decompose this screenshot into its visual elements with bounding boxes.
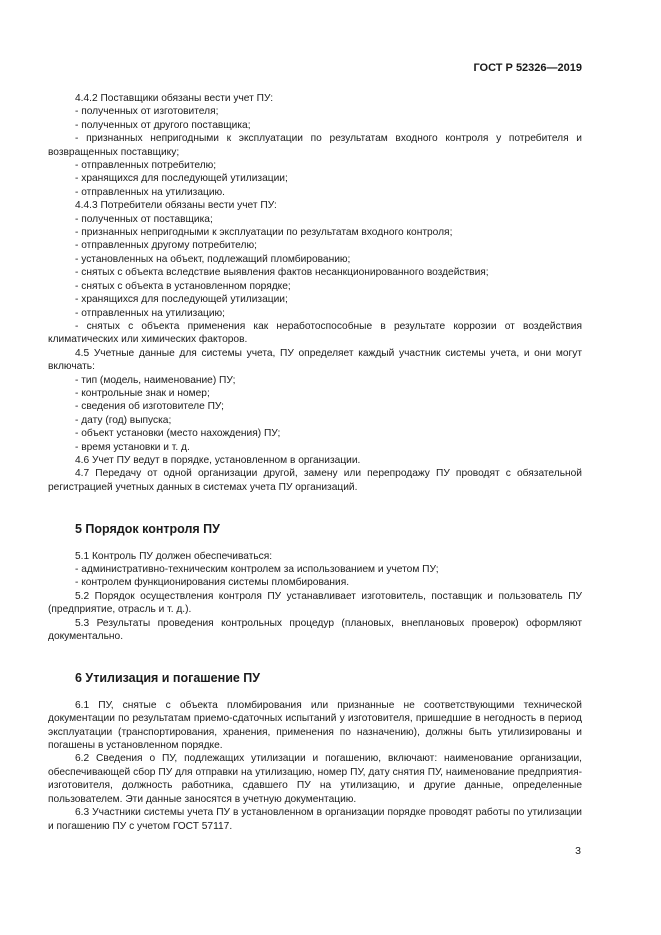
page-number: 3 bbox=[575, 845, 581, 857]
paragraph: 4.5 Учетные данные для системы учета, ПУ определяет каждый участник системы учета, и они могут включать: bbox=[48, 347, 582, 373]
section-4-body bbox=[48, 92, 582, 494]
list-item: - отправленных на утилизацию; bbox=[75, 307, 226, 319]
paragraph: 4.4.3 Потребители обязаны вести учет ПУ: bbox=[75, 200, 277, 212]
section-5-body bbox=[48, 550, 582, 644]
list-item: - отправленных потребителю; bbox=[75, 160, 217, 172]
paragraph: 6.1 ПУ, снятые с объекта пломбирования или признанные не соответствующими технической документации по результатам приемо-сдаточных испытаний у изготовителя, пришедшие в негодность в период эксплуатации (транспортирования, хранения, применения по назначению), должны быть утилизированы и погашены в установленном порядке. bbox=[48, 699, 582, 752]
section-5-heading: 5 Порядок контроля ПУ bbox=[75, 522, 220, 537]
list-item: - объект установки (место нахождения) ПУ; bbox=[75, 428, 281, 440]
list-item: - административно-техническим контролем за использованием и учетом ПУ; bbox=[75, 564, 439, 575]
list-item: - контролем функционирования системы пломбирования. bbox=[75, 577, 350, 589]
list-item: - снятых с объекта вследствие выявления фактов несанкционированного воздействия; bbox=[75, 267, 489, 279]
paragraph: 6.2 Сведения о ПУ, подлежащих утилизации и погашению, включают: наименование организации, обеспечивающей сбор ПУ для отправки на утилизацию, номер ПУ, дату снятия ПУ, наименование предприятия-изготовителя, должность работника, сдавшего ПУ на утилизацию, и другие данные, определенные пользователем. Эти данные заносятся в учетную документацию. bbox=[48, 753, 582, 805]
section-6-heading: 6 Утилизация и погашение ПУ bbox=[75, 671, 261, 686]
paragraph: 6.3 Участники системы учета ПУ в установленном в организации порядке проводят работы по утилизации и погашению ПУ с учетом ГОСТ 57117. bbox=[48, 807, 582, 832]
list-item: - сведения об изготовителе ПУ; bbox=[75, 401, 224, 413]
paragraph: 5.1 Контроль ПУ должен обеспечиваться: bbox=[75, 550, 273, 562]
paragraph: - снятых с объекта применения как неработоспособные в результате коррозии от воздействия климатических или химических факторов. bbox=[48, 320, 582, 346]
document-id: ГОСТ Р 52326—2019 bbox=[473, 62, 582, 74]
list-item: - полученных от другого поставщика; bbox=[75, 119, 251, 131]
paragraph: 5.3 Результаты проведения контрольных процедур (плановых, внеплановых проверок) оформляют документально. bbox=[48, 617, 582, 643]
paragraph: 4.4.2 Поставщики обязаны вести учет ПУ: bbox=[75, 93, 274, 104]
list-item: - признанных непригодными к эксплуатации по результатам входного контроля; bbox=[75, 227, 453, 239]
paragraph: - признанных непригодными к эксплуатации по результатам входного контроля у потребителя и возвращенных поставщику; bbox=[48, 133, 582, 158]
list-item: - время установки и т. д. bbox=[75, 441, 190, 453]
list-item: - установленных на объект, подлежащий пломбированию; bbox=[75, 253, 351, 265]
list-item: - снятых с объекта в установленном порядке; bbox=[75, 280, 291, 292]
list-item: - тип (модель, наименование) ПУ; bbox=[75, 374, 236, 386]
list-item: - полученных от изготовителя; bbox=[75, 106, 219, 118]
list-item: - отправленных другому потребителю; bbox=[75, 240, 257, 252]
paragraph: 4.6 Учет ПУ ведут в порядке, установленном в организации. bbox=[75, 454, 361, 466]
list-item: - отправленных на утилизацию. bbox=[75, 186, 226, 198]
list-item: - хранящихся для последующей утилизации; bbox=[75, 173, 288, 185]
list-item: - дату (год) выпуска; bbox=[75, 414, 172, 426]
section-6-body bbox=[48, 699, 582, 833]
paragraph: 4.7 Передачу от одной организации другой, замену или перепродажу ПУ проводят с обязательной регистрацией учетных данных в системах учета ПУ организаций. bbox=[48, 468, 582, 493]
paragraph: 5.2 Порядок осуществления контроля ПУ устанавливает изготовитель, поставщик и пользователь ПУ (предприятие, отрасль и т. д.). bbox=[48, 590, 582, 616]
list-item: - контрольные знак и номер; bbox=[75, 387, 210, 399]
list-item: - хранящихся для последующей утилизации; bbox=[75, 294, 288, 306]
list-item: - полученных от поставщика; bbox=[75, 213, 213, 225]
page-body bbox=[48, 92, 582, 833]
